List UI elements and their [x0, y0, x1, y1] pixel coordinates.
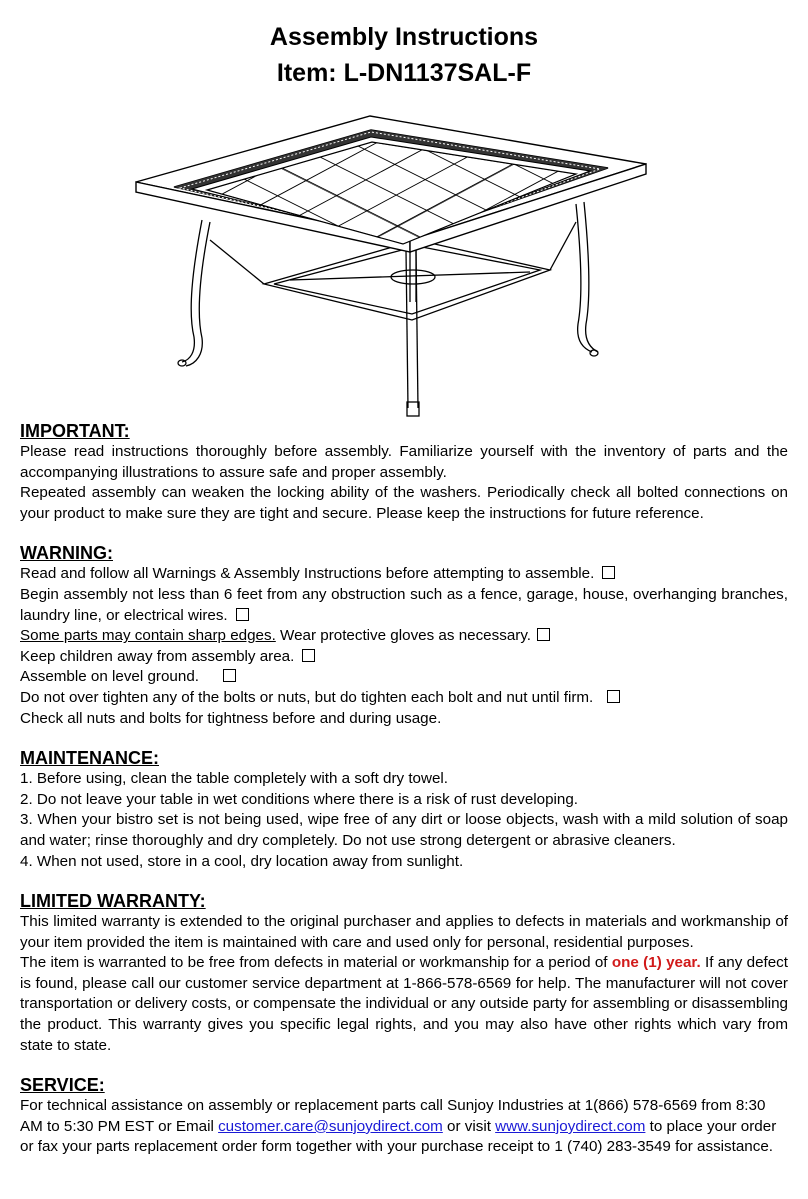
warranty-text: If any defect is found, please call our customer service department at 1-866-578-6569 for help. The manufacturer will not cover transportation or delivery costs, or compensate the individual or any outside party for assembling or disassembling the product. This warranty gives you specific legal rights, and you may also have other rights which vary from state to state. [20, 954, 788, 1054]
warning-line [20, 667, 788, 688]
document-body [20, 420, 788, 1158]
square-mosaic-table-illustration [130, 112, 675, 422]
warranty-period: one (1) year. [611, 954, 701, 972]
maintenance-item: 1. Before using, clean the table completely with a soft dry towel. [20, 770, 449, 788]
warning-text: Begin assembly not less than 6 feet from any obstruction such as a fence, garage, house, overhanging branches, laundry line, or electrical wires. [20, 585, 788, 624]
checkbox-icon[interactable] [537, 628, 550, 641]
important-paragraph-1: Please read instructions thoroughly before assembly. Familiarize yourself with the inventory of parts and the accompanying illustrations to assure safe and proper assembly. [20, 443, 788, 481]
service-text: For technical assistance on assembly or replacement parts call Sunjoy Industries at 1(866) 578-6569 from 8:30 AM to 5:30 PM EST or Email [20, 1097, 766, 1135]
warranty-paragraph-2 [20, 953, 788, 1056]
warranty-text: The item is warranted to be free from defects in material or workmanship for a period of [20, 954, 612, 972]
item-number: Item: L-DN1137SAL-F [276, 59, 532, 87]
website-link[interactable]: www.sunjoydirect.com [495, 1117, 646, 1135]
warning-heading: WARNING: [20, 543, 113, 564]
maintenance-item: 3. When your bistro set is not being used, wipe free of any dirt or loose objects, wash with a mild solution of soap and water; rinse thoroughly and dry completely. Do not use strong detergent or abrasive cleaners. [20, 811, 788, 849]
service-text: to place your order or fax your parts replacement order form together with your purchase receipt to 1 (740) 283-3549 for assistance. [20, 1117, 777, 1156]
checkbox-icon[interactable] [607, 690, 620, 703]
warning-line [20, 688, 788, 709]
maintenance-heading: MAINTENANCE: [20, 748, 159, 769]
important-paragraph-2: Repeated assembly can weaken the locking ability of the washers. Periodically check all bolted connections on your product to make sure they are tight and secure. Please keep the instructions for future reference. [20, 484, 788, 522]
checkbox-icon[interactable] [602, 566, 615, 579]
maintenance-item: 4. When not used, store in a cool, dry location away from sunlight. [20, 852, 464, 870]
checkbox-icon[interactable] [223, 669, 236, 682]
warning-text: Keep children away from assembly area. [20, 647, 295, 665]
checkbox-icon[interactable] [302, 649, 315, 662]
warning-line [20, 585, 788, 626]
service-text: or visit [442, 1117, 496, 1135]
warning-line [20, 626, 788, 647]
warning-line: Check all nuts and bolts for tightness before and during usage. [20, 709, 442, 727]
warning-text: Do not over tighten any of the bolts or nuts, but do tighten each bolt and nut until firm. [20, 688, 594, 706]
page-title: Assembly Instructions [269, 23, 539, 51]
warning-text: Read and follow all Warnings & Assembly Instructions before attempting to assemble. [20, 565, 595, 583]
service-heading: SERVICE: [20, 1075, 105, 1096]
important-heading: IMPORTANT: [20, 421, 130, 441]
service-paragraph [20, 1096, 788, 1158]
warning-text: Assemble on level ground. [20, 668, 199, 686]
email-link[interactable]: customer.care@sunjoydirect.com [218, 1117, 443, 1135]
sharp-edges-note: Some parts may contain sharp edges. [20, 627, 276, 645]
warranty-heading: LIMITED WARRANTY: [20, 891, 206, 912]
warranty-paragraph-1: This limited warranty is extended to the original purchaser and applies to defects in materials and workmanship of your item provided the item is maintained with care and used only for personal, residential purposes. [20, 913, 788, 951]
checkbox-icon[interactable] [236, 608, 249, 621]
maintenance-item: 2. Do not leave your table in wet conditions where there is a risk of rust developing. [20, 790, 579, 808]
warning-line [20, 564, 788, 585]
warning-line [20, 647, 788, 668]
warning-text: Wear protective gloves as necessary. [275, 627, 532, 645]
